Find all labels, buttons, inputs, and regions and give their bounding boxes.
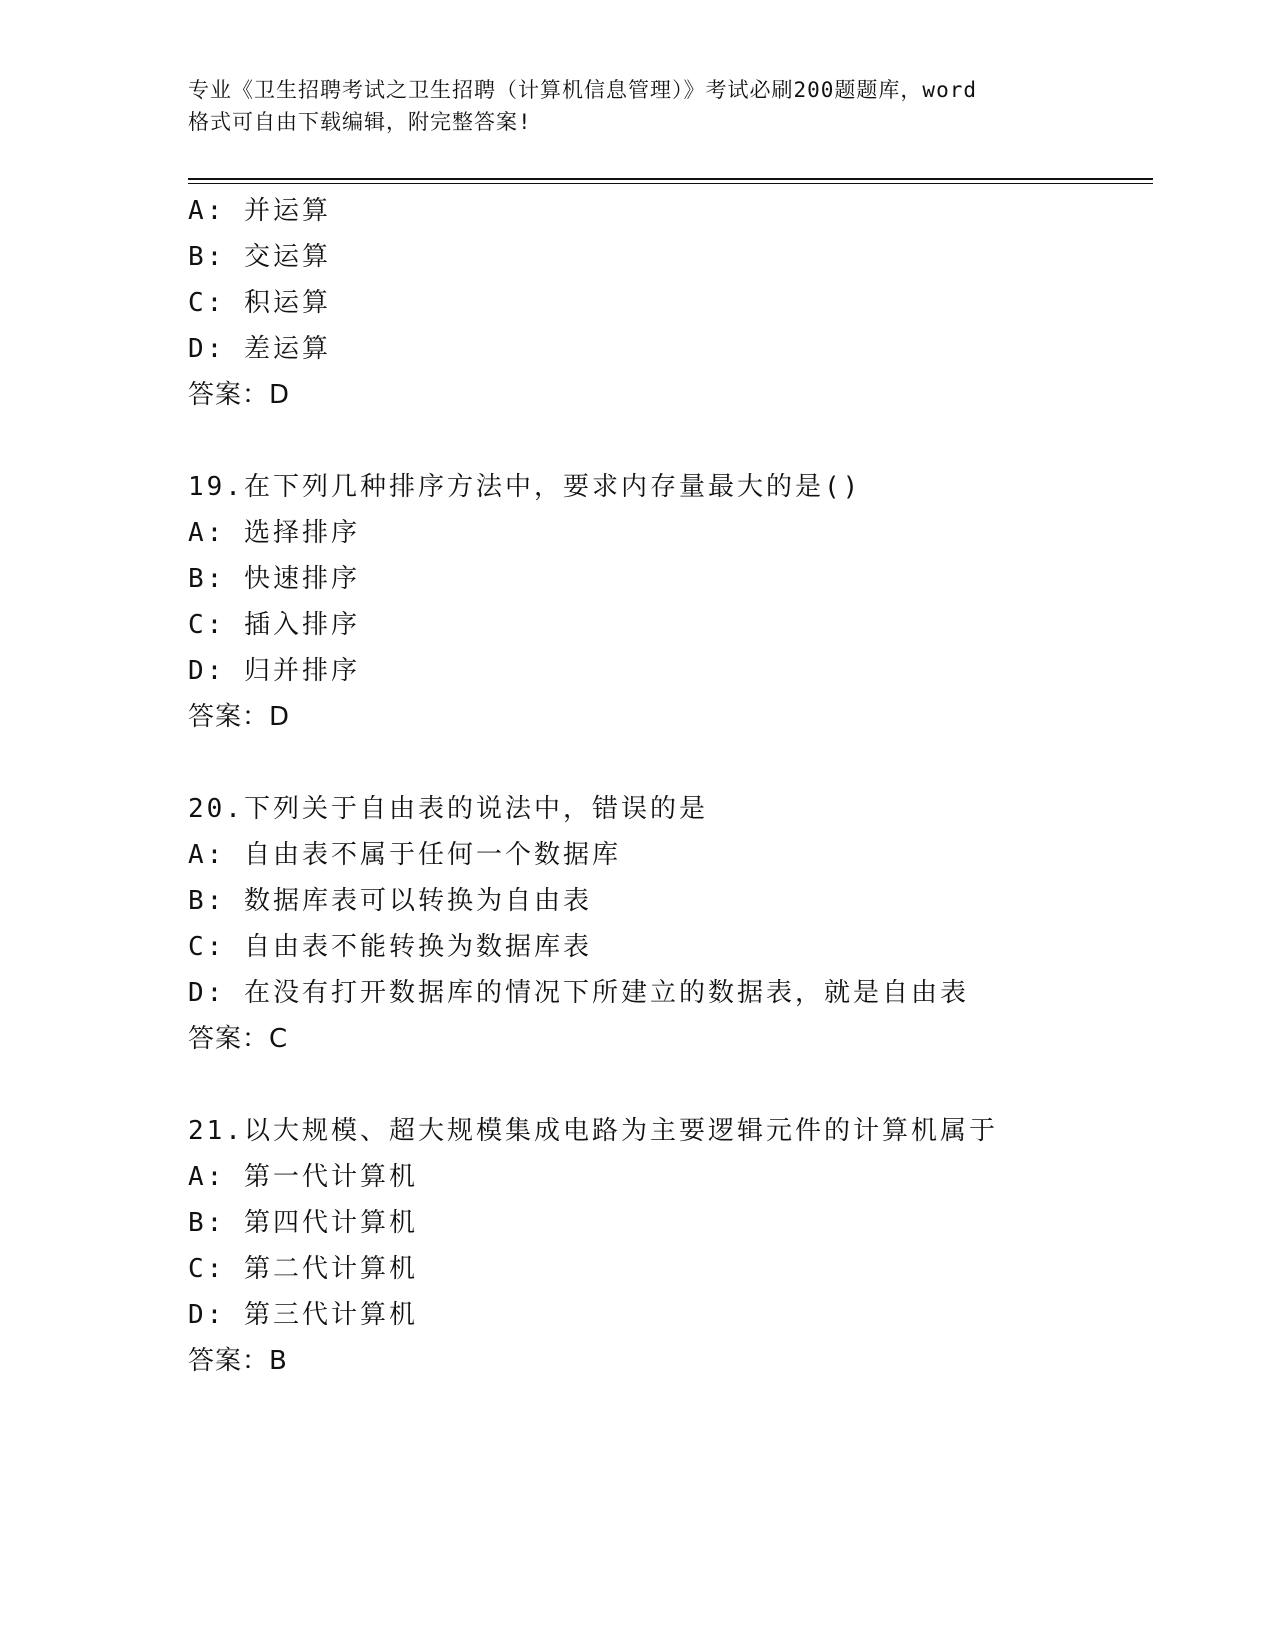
option-d: D: 在没有打开数据库的情况下所建立的数据表，就是自由表 (188, 978, 969, 1008)
option-a: A: 第一代计算机 (188, 1162, 418, 1192)
question-18-continued (188, 188, 1153, 418)
option-c: C: 第二代计算机 (188, 1254, 418, 1284)
spacer (188, 1062, 1153, 1108)
option-d: D: 差运算 (188, 334, 331, 364)
answer-line: 答案：C (188, 1024, 289, 1054)
option-b: B: 交运算 (188, 242, 331, 272)
option-b: B: 第四代计算机 (188, 1208, 418, 1238)
option-b: B: 快速排序 (188, 564, 360, 594)
option-d: D: 第三代计算机 (188, 1300, 418, 1330)
header-title-line-2: 格式可自由下载编辑，附完整答案! (188, 110, 532, 134)
option-a: A: 自由表不属于任何一个数据库 (188, 840, 621, 870)
option-c: C: 积运算 (188, 288, 331, 318)
question-stem: 19.在下列几种排序方法中，要求内存量最大的是() (188, 472, 862, 502)
question-list (188, 188, 1153, 1384)
document-header (188, 74, 1088, 138)
question-21 (188, 1108, 1153, 1384)
header-divider-thick (188, 178, 1153, 180)
option-c: C: 插入排序 (188, 610, 360, 640)
option-a: A: 并运算 (188, 196, 331, 226)
option-c: C: 自由表不能转换为数据库表 (188, 932, 592, 962)
spacer (188, 740, 1153, 786)
option-b: B: 数据库表可以转换为自由表 (188, 886, 592, 916)
question-20 (188, 786, 1153, 1062)
header-divider-thin (188, 183, 1153, 184)
answer-line: 答案：D (188, 702, 291, 732)
option-d: D: 归并排序 (188, 656, 360, 686)
question-stem: 20.下列关于自由表的说法中，错误的是 (188, 794, 708, 824)
option-a: A: 选择排序 (188, 518, 360, 548)
spacer (188, 418, 1153, 464)
question-stem: 21.以大规模、超大规模集成电路为主要逻辑元件的计算机属于 (188, 1116, 998, 1146)
header-title-line-1: 专业《卫生招聘考试之卫生招聘（计算机信息管理）》考试必刷200题题库，word (188, 78, 977, 102)
question-19 (188, 464, 1153, 740)
answer-line: 答案：B (188, 1346, 288, 1376)
answer-line: 答案：D (188, 380, 291, 410)
